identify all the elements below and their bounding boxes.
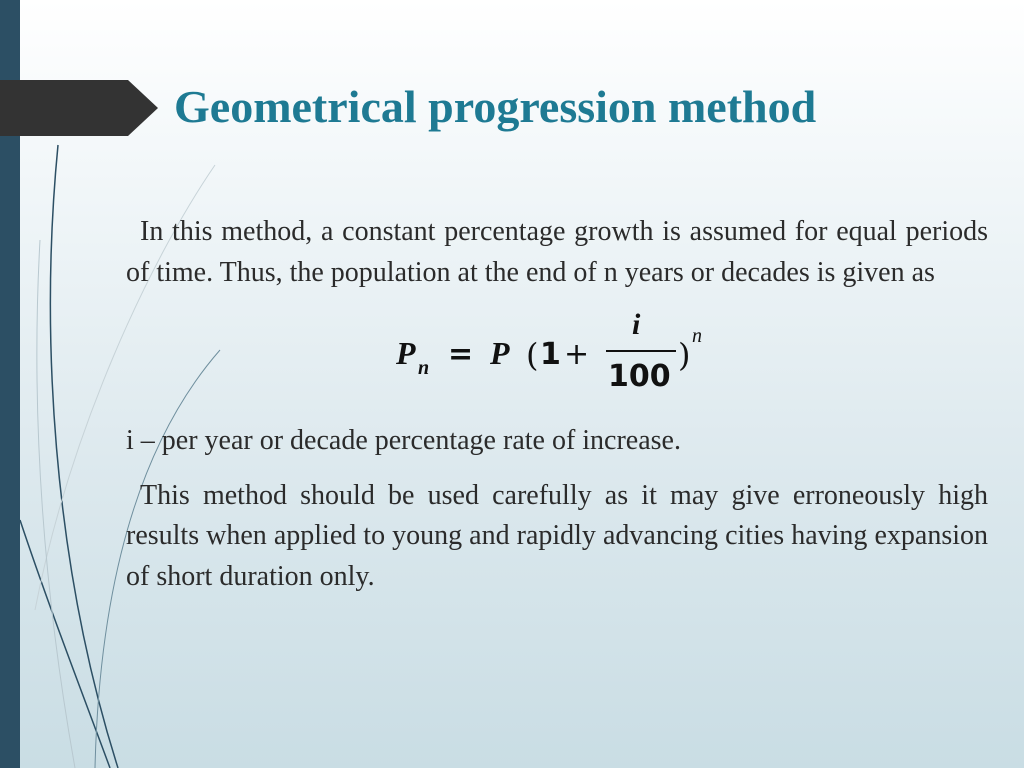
formula-exponent: n — [692, 325, 702, 347]
formula-container — [126, 293, 988, 411]
formula-denominator: 100 — [608, 359, 671, 394]
formula-lhs-subscript: n — [418, 357, 430, 379]
formula-open-paren: ( — [526, 336, 539, 374]
slide-body — [126, 212, 988, 597]
title-arrow-shape — [0, 80, 158, 136]
intro-paragraph: In this method, a constant percentage growth is assumed for equal periods of time. Thus, the population at the end of n years or decades is given as — [126, 216, 988, 288]
formula-one: 1 — [540, 337, 561, 372]
formula-equals: = — [448, 337, 474, 372]
caution-paragraph: This method should be used carefully as it may give erroneously high results when applied to young and rapidly advancing cities having expansion of short duration only. — [126, 479, 988, 592]
spacer — [126, 411, 988, 421]
definition-line: i – per year or decade percentage rate of increase. — [126, 425, 681, 456]
formula-numerator: i — [632, 308, 641, 341]
growth-formula — [392, 302, 722, 402]
formula-plus: + — [564, 337, 590, 372]
slide-title: Geometrical progression method — [174, 81, 817, 132]
formula-close-paren: ) — [678, 336, 691, 374]
formula-lhs-symbol: P — [396, 335, 416, 371]
formula-rhs-symbol: P — [490, 335, 510, 371]
spacer — [126, 462, 988, 476]
